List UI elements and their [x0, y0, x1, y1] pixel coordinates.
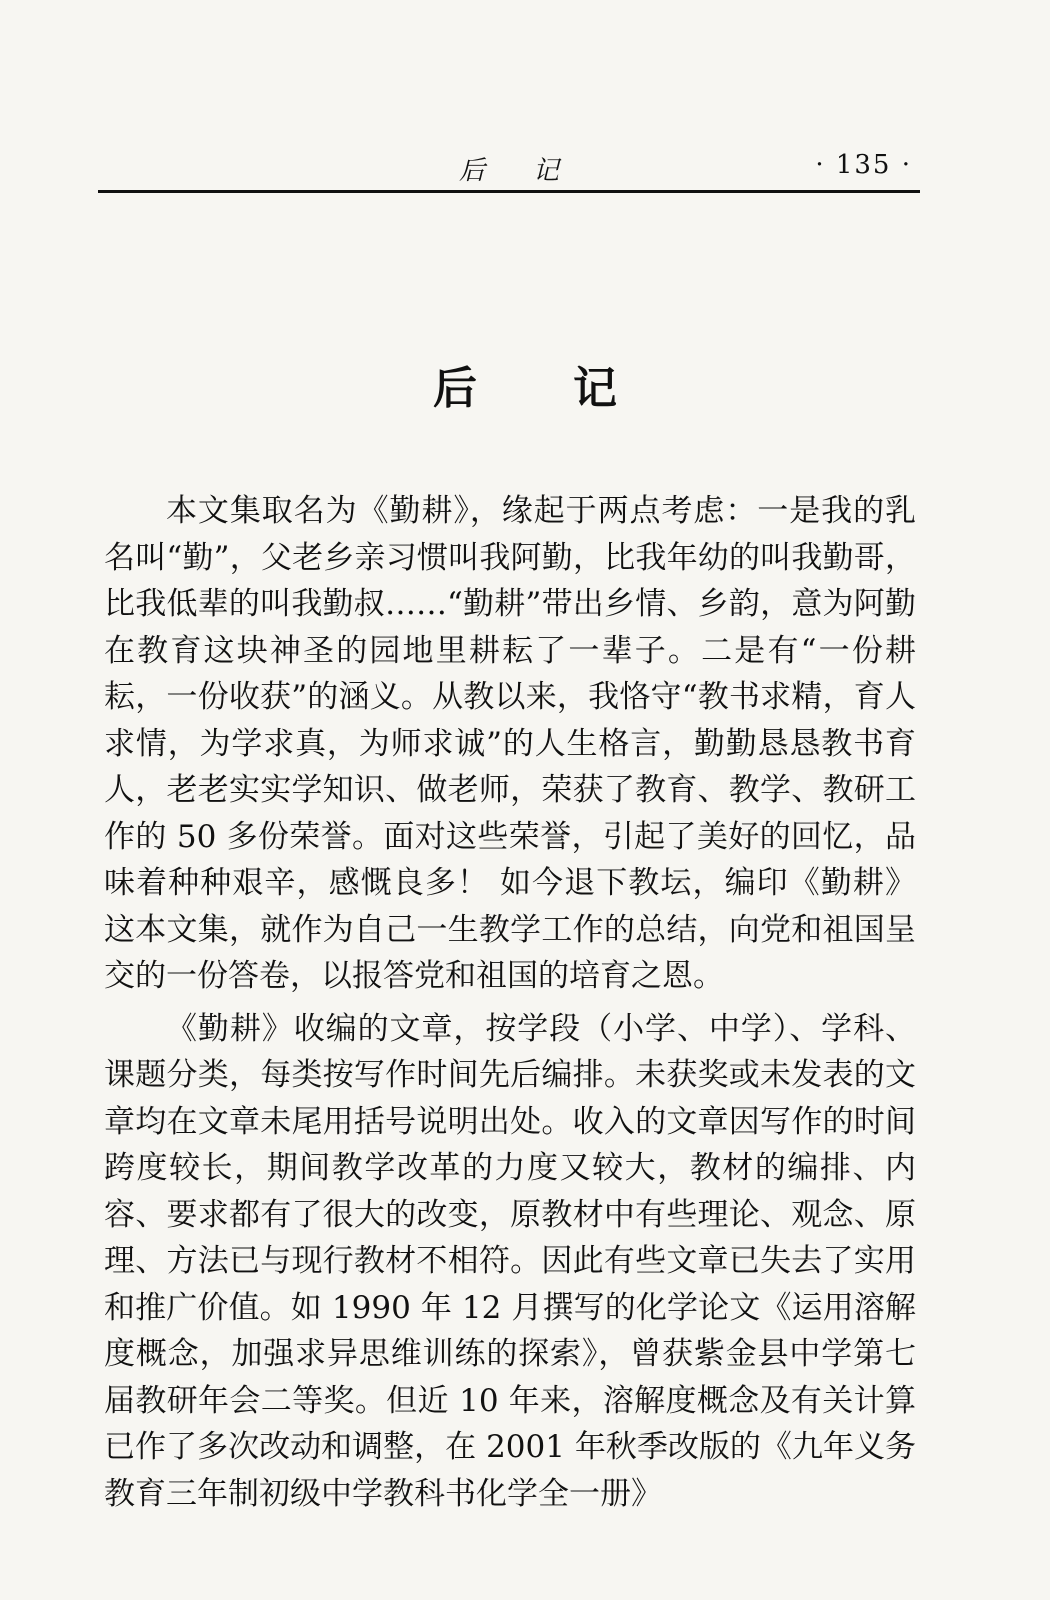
chapter-title: 后记 [433, 363, 713, 414]
paragraph-1: 本文集取名为《勤耕》，缘起于两点考虑：一是我的乳名叫“勤”，父老乡亲习惯叫我阿勤，比我年幼的叫我勤哥，比我低辈的叫我勤叔……“勤耕”带出乡情、乡韵，意为阿勤在教育这块神圣的园地里耕耘了一辈子。二是有“一份耕耘，一份收获”的涵义。从教以来，我恪守“教书求精，育人求情，为学求真，为师求诚”的人生格言，勤勤恳恳教书育人，老老实实学知识、做老师，荣获了教育、教学、教研工作的 50 多份荣誉。面对这些荣誉，引起了美好的回忆，品味着种种艰辛，感慨良多！ 如今退下教坛，编印《勤耕》这本文集，就作为自己一生教学工作的总结，向党和祖国呈交的一份答卷，以报答党和祖国的培育之恩。 [104, 493, 916, 994]
body-text [104, 488, 916, 1523]
running-title: 后记 [458, 156, 607, 186]
running-header [98, 146, 920, 193]
page-number: · 135 · [815, 150, 912, 180]
paragraph-2: 《勤耕》收编的文章，按学段（小学、中学）、学科、课题分类，每类按写作时间先后编排。未获奖或未发表的文章均在文章未尾用括号说明出处。收入的文章因写作的时间跨度较长，期间教学改革的力度又较大，教材的编排、内容、要求都有了很大的改变，原教材中有些理论、观念、原理、方法已与现行教材不相符。因此有些文章已失去了实用和推广价值。如 1990 年 12 月撰写的化学论文《运用溶解度概念，加强求异思维训练的探索》，曾获紫金县中学第七届教研年会二等奖。但近 10 年来，溶解度概念及有关计算已作了多次改动和调整，在 2001 年秋季改版的《九年义务教育三年制初级中学教科书化学全一册》 [104, 1010, 916, 1512]
